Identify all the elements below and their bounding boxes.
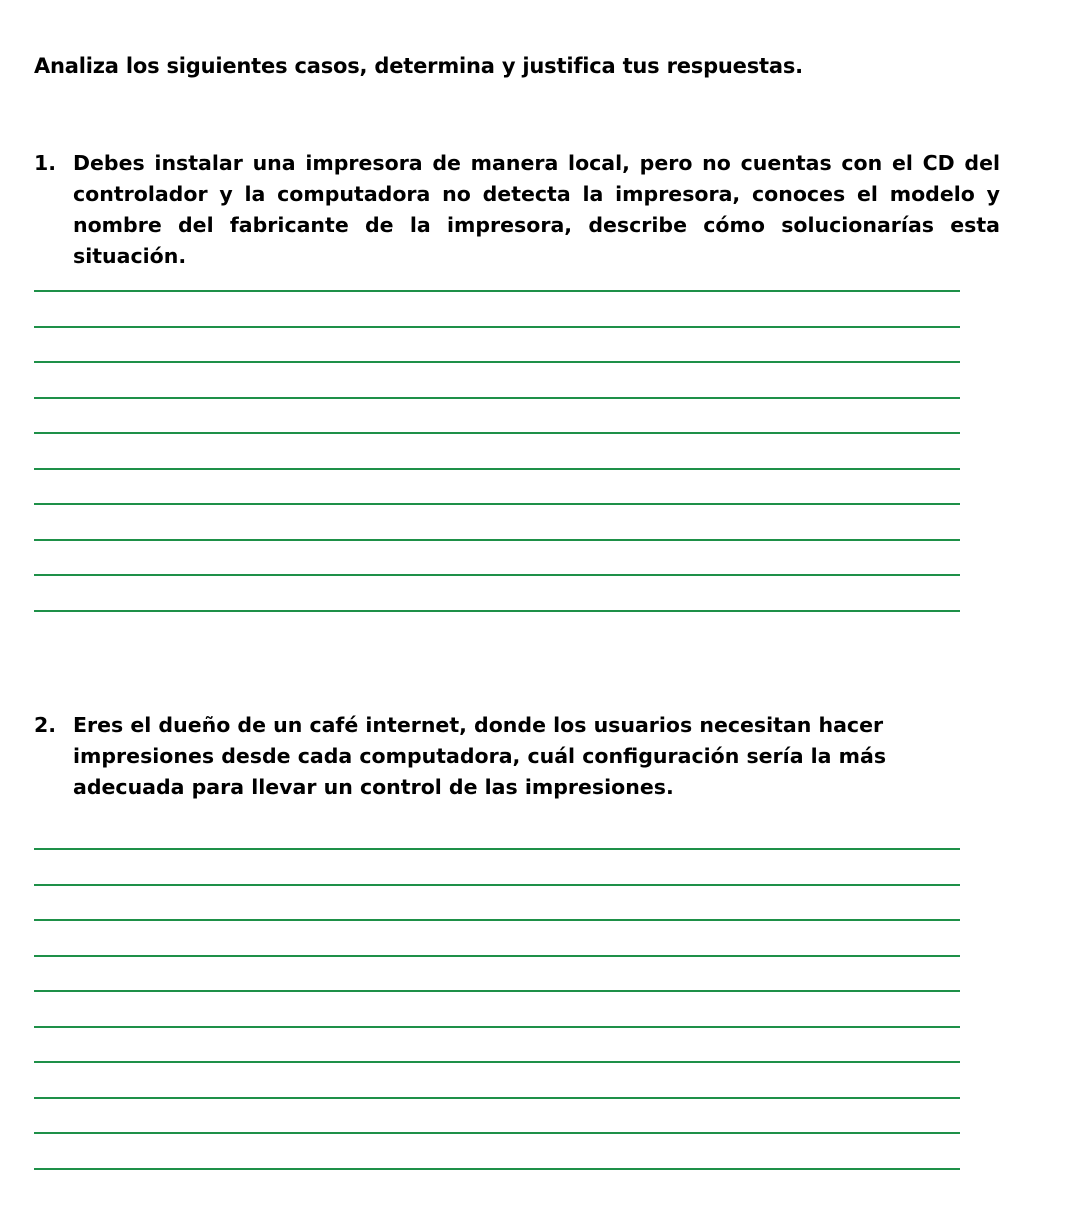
answer-line[interactable] (34, 848, 960, 850)
answer-line[interactable] (34, 468, 960, 470)
answer-line[interactable] (34, 919, 960, 921)
answer-line[interactable] (34, 290, 960, 292)
answer-line[interactable] (34, 1026, 960, 1028)
answer-line[interactable] (34, 361, 960, 363)
question-2 (34, 710, 1000, 803)
answer-line[interactable] (34, 610, 960, 612)
question-text: Debes instalar una impresora de manera local, pero no cuentas con el CD del controlador y la computadora no detecta la impresora, conoces el modelo y nombre del fabricante de la impresora, describe cómo solucionarías esta situación. (73, 151, 1000, 268)
answer-line[interactable] (34, 432, 960, 434)
question-1 (34, 148, 1000, 272)
answer-line[interactable] (34, 1097, 960, 1099)
instruction-heading: Analiza los siguientes casos, determina y justifica tus respuestas. (34, 54, 803, 78)
question-number: 2. (34, 713, 57, 737)
answer-line[interactable] (34, 1168, 960, 1170)
answer-line[interactable] (34, 1132, 960, 1134)
answer-line[interactable] (34, 326, 960, 328)
answer-line[interactable] (34, 503, 960, 505)
answer-line[interactable] (34, 574, 960, 576)
answer-line[interactable] (34, 955, 960, 957)
answer-line[interactable] (34, 884, 960, 886)
answer-line[interactable] (34, 539, 960, 541)
answer-line[interactable] (34, 397, 960, 399)
question-number: 1. (34, 151, 57, 175)
question-text: Eres el dueño de un café internet, donde los usuarios necesitan hacer impresiones desde cada computadora, cuál configuración sería la más adecuada para llevar un control de las impresiones. (73, 713, 887, 799)
answer-line[interactable] (34, 990, 960, 992)
answer-line[interactable] (34, 1061, 960, 1063)
